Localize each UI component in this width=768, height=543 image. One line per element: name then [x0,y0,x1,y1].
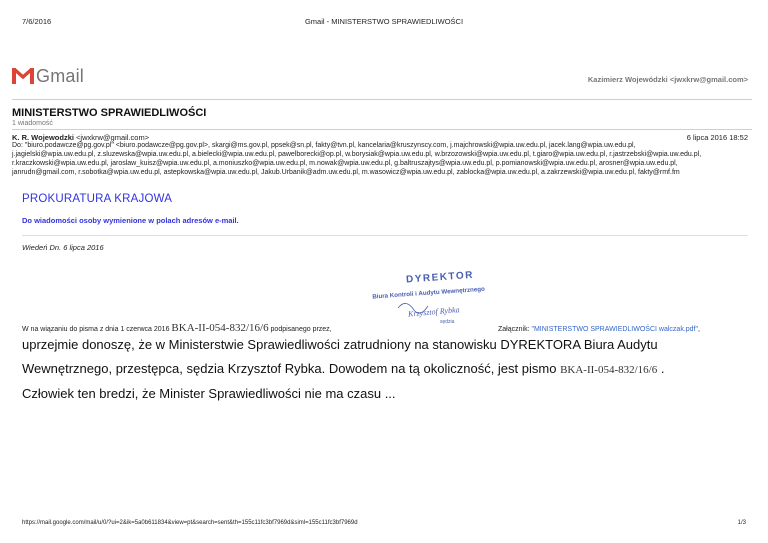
reference-signed: podpisanego przez, [270,326,332,333]
sender [12,133,149,142]
body-line-3: Człowiek ten bredzi, że Minister Sprawiedliwości nie ma czasu ... [22,386,396,401]
recipients-line: Do: "biuro.podawcze@pg.gov.pl" <biuro.podawcze@pg.gov.pl>, skargi@ms.gov.pl, ppsek@sn.pl, fakty@tvn.pl, kancelaria@kruszynscy.com, j.majchrowski@wpia.uw.edu.pl, jacek.lang@wpia.uw.edu.pl, [12,142,636,149]
print-date: 7/6/2016 [22,17,52,26]
organization-heading: PROKURATURA KRAJOWA [22,193,173,205]
stamp-subtitle: Biura Kontroli i Audytu Wewnętrznego [372,285,486,301]
page-number: 1/3 [737,520,746,526]
gmail-logo[interactable] [12,66,84,88]
recipients-line: janrudn@gmail.com, r.sobotka@wpia.uw.edu.pl, astepkowska@wpia.uw.edu.pl, Jakub.Urbanik@adm.uw.edu.pl, m.wasowicz@wpia.uw.edu.pl, zablocka@wpia.uw.edu.pl, a.zakrzewski@wpia.uw.edu.pl, fakty@rmf.fm [12,169,680,176]
reference-number: BKA-II-054-832/16/6 [171,322,269,334]
stamp-signature: Krzysztof Rybka [407,305,460,319]
director-stamp [368,268,518,330]
body-line-2 [22,361,664,376]
account-label: Kazimierz Wojewódzki <jwxkrw@gmail.com> [587,75,748,84]
gmail-logo-text: Gmail [36,66,85,86]
reference-line [22,322,332,336]
body-line-1: uprzejmie donoszę, że w Ministerstwie Sprawiedliwości zatrudniony na stanowisku DYREKTORA Biura Audytu [22,337,658,352]
stamp-graphic [368,268,518,330]
thread-subject: MINISTERSTWO SPRAWIEDLIWOŚCI [12,107,207,119]
gmail-envelope-icon [12,68,34,84]
sent-date: 6 lipca 2016 18:52 [686,133,748,142]
divider [12,99,752,100]
attachment-tail: , [697,326,700,333]
message-count: 1 wiadomość [12,120,53,127]
place-date: Wiedeń Dn. 6 lipca 2016 [22,243,104,252]
print-title: Gmail - MINISTERSTWO SPRAWIEDLIWOŚCI [304,17,464,26]
stamp-signature-note: sędzia [440,319,455,325]
stamp-title: DYREKTOR [405,269,475,286]
recipients-line: j.jagielski@wpia.uw.edu.pl, z.sluzewska@wpia.uw.edu.pl, a.bielecki@wpia.uw.edu.pl, pawelborecki@op.pl, w.borysiak@wpia.uw.edu.pl, w.brzozowski@wpia.uw.edu.pl, t.giaro@wpia.uw.edu.pl, r.jastrzebski@wpia.uw.edu.pl, [12,151,702,158]
sender-email: <jwxkrw@gmail.com> [76,133,150,142]
print-url: https://mail.google.com/mail/u/0/?ui=2&ik=5a0b611834&view=pt&search=sent&th=155c11fc3bf7969d&siml=155c11fc3bf7969d [22,520,358,526]
notice-text: Do wiadomości osoby wymienione w polach adresów e-mail. [22,216,239,225]
body-line-2-tail: . [657,361,665,376]
sender-name: K. R. Wojewodzki [12,133,74,142]
attachment-label: Załącznik: [498,326,532,333]
attachment-line [498,326,700,333]
recipients-line: r.kraczkowski@wpia.uw.edu.pl, jaroslaw_kuisz@wpia.uw.edu.pl, a.moniuszko@wpia.uw.edu.pl, m.nowak@wpia.uw.edu.pl, g.baltruszajtys@wpia.uw.edu.pl, p.pomianowski@wpia.uw.edu.pl, arosner@wpia.uw.edu.pl, [12,160,678,167]
divider [12,129,752,130]
reference-intro: W na wiązaniu do pisma z dnia 1 czerwca 2016 [22,326,170,333]
divider [22,235,748,236]
body-line-2-text: Wewnętrznego, przestępca, sędzia Krzysztof Rybka. Dowodem na tą okoliczność, jest pismo [22,361,557,376]
attachment-link[interactable]: "MINISTERSTWO SPRAWIEDLIWOŚCI walczak.pdf" [531,326,698,333]
body-line-2-ref: BKA-II-054-832/16/6 [560,364,658,376]
